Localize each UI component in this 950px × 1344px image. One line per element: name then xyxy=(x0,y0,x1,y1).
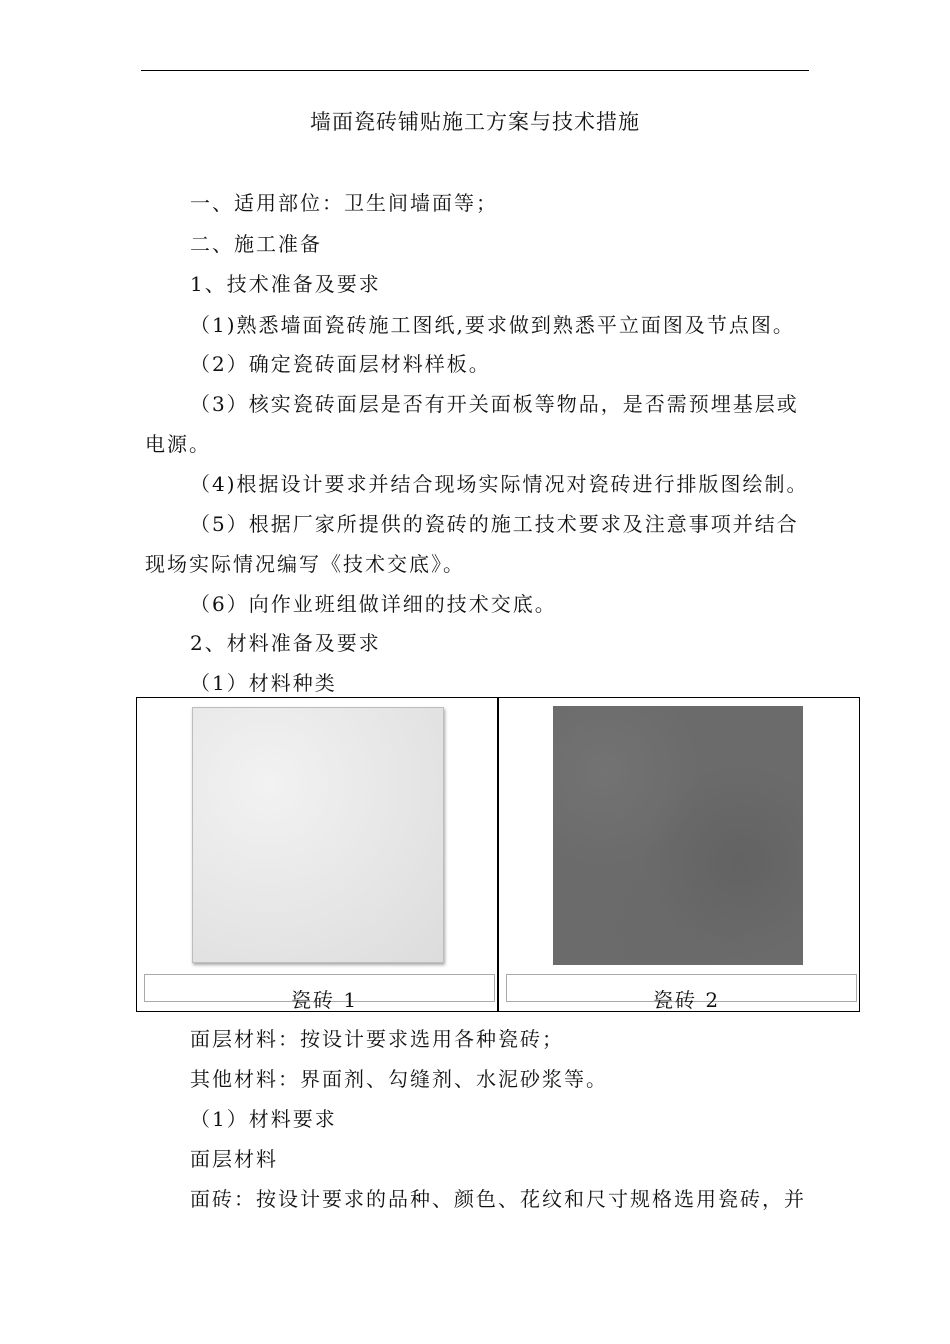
item-line-4: （4)根据设计要求并结合现场实际情况对瓷砖进行排版图绘制。 xyxy=(190,472,809,496)
after-line-5: 面砖：按设计要求的品种、颜色、花纹和尺寸规格选用瓷砖，并 xyxy=(190,1187,806,1211)
item-line-5-cont: 现场实际情况编写《技术交底》。 xyxy=(145,552,465,576)
section-line-1: 一、适用部位：卫生间墙面等； xyxy=(190,191,498,215)
document-title: 墙面瓷砖铺贴施工方案与技术措施 xyxy=(310,110,640,134)
table-cell-divider xyxy=(497,698,499,1011)
subsection-line-2: 2、材料准备及要求 xyxy=(190,631,381,655)
after-line-3: （1）材料要求 xyxy=(190,1107,337,1131)
item-line-3-cont: 电源。 xyxy=(145,432,211,456)
item-line-2: （2）确定瓷砖面层材料样板。 xyxy=(190,352,491,376)
after-line-4: 面层材料 xyxy=(190,1147,278,1171)
section-line-2: 二、施工准备 xyxy=(190,232,322,256)
after-line-1: 面层材料：按设计要求选用各种瓷砖； xyxy=(190,1027,564,1051)
after-line-2: 其他材料：界面剂、勾缝剂、水泥砂浆等。 xyxy=(190,1067,608,1091)
tile-image-1 xyxy=(192,707,444,963)
item-line-1: （1)熟悉墙面瓷砖施工图纸,要求做到熟悉平立面图及节点图。 xyxy=(190,313,795,337)
top-rule xyxy=(141,70,809,71)
item-line-5: （5）根据厂家所提供的瓷砖的施工技术要求及注意事项并结合 xyxy=(190,512,799,536)
tile-image-table xyxy=(136,697,860,1012)
tile-image-2 xyxy=(553,706,803,965)
item-line-3: （3）核实瓷砖面层是否有开关面板等物品，是否需预埋基层或 xyxy=(190,392,799,416)
item-line-6: （6）向作业班组做详细的技术交底。 xyxy=(190,592,557,616)
item-material-types: （1）材料种类 xyxy=(190,671,337,695)
subsection-line-1: 1、技术准备及要求 xyxy=(190,272,381,296)
tile-caption-1: 瓷砖 1 xyxy=(291,988,359,1012)
tile-caption-2: 瓷砖 2 xyxy=(653,988,721,1012)
